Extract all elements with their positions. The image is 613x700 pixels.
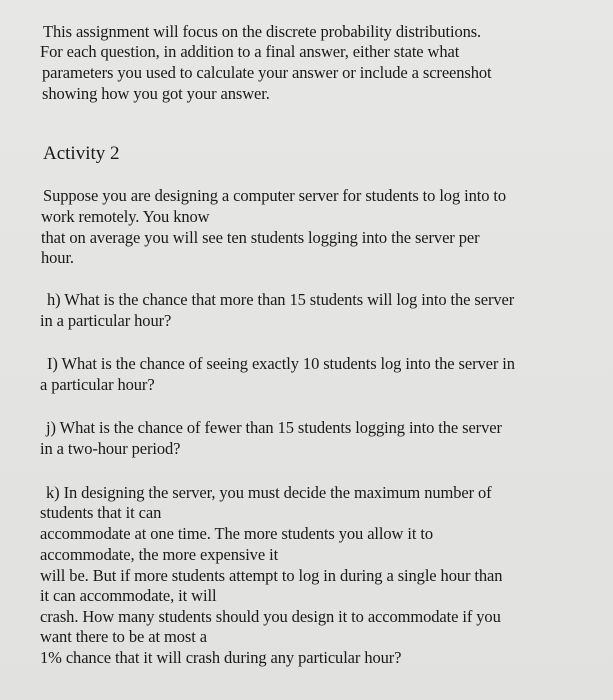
scenario-line-1: Suppose you are designing a computer server for students to log into to: [43, 186, 507, 205]
question-k-line-8: want there to be at most a: [40, 627, 207, 646]
scenario-line-3: that on average you will see ten students logging into the server per: [41, 228, 480, 247]
question-k-line-4: accommodate, the more expensive it: [40, 545, 279, 564]
activity-title: Activity 2: [43, 143, 120, 164]
scenario-line-4: hour.: [41, 248, 74, 267]
scenario-line-2: work remotely. You know: [41, 207, 210, 226]
question-j-line-2: in a two-hour period?: [40, 439, 181, 458]
intro-line-4: showing how you got your answer.: [42, 84, 270, 103]
question-k-line-7: crash. How many students should you design it to accommodate if you: [40, 607, 501, 626]
question-k-line-1: k) In designing the server, you must decide the maximum number of: [46, 483, 492, 502]
question-k-line-3: accommodate at one time. The more students you allow it to: [40, 524, 434, 543]
question-j-line-1: j) What is the chance of fewer than 15 students logging into the server: [46, 418, 502, 437]
question-k-line-5: will be. But if more students attempt to log in during a single hour than: [40, 566, 503, 585]
question-k-line-2: students that it can: [40, 503, 162, 522]
question-i-line-1: I) What is the chance of seeing exactly 10 students log into the server in: [47, 354, 515, 373]
question-i-line-2: a particular hour?: [40, 375, 155, 394]
intro-line-1: This assignment will focus on the discrete probability distributions.: [43, 22, 482, 41]
question-k-line-9: 1% chance that it will crash during any particular hour?: [40, 648, 402, 667]
question-h-line-2: in a particular hour?: [40, 311, 172, 330]
question-k-line-6: it can accommodate, it will: [40, 586, 217, 605]
question-h-line-1: h) What is the chance that more than 15 students will log into the server: [47, 290, 515, 309]
intro-line-2: For each question, in addition to a final answer, either state what: [40, 42, 460, 61]
intro-line-3: parameters you used to calculate your answer or include a screenshot: [42, 63, 492, 82]
